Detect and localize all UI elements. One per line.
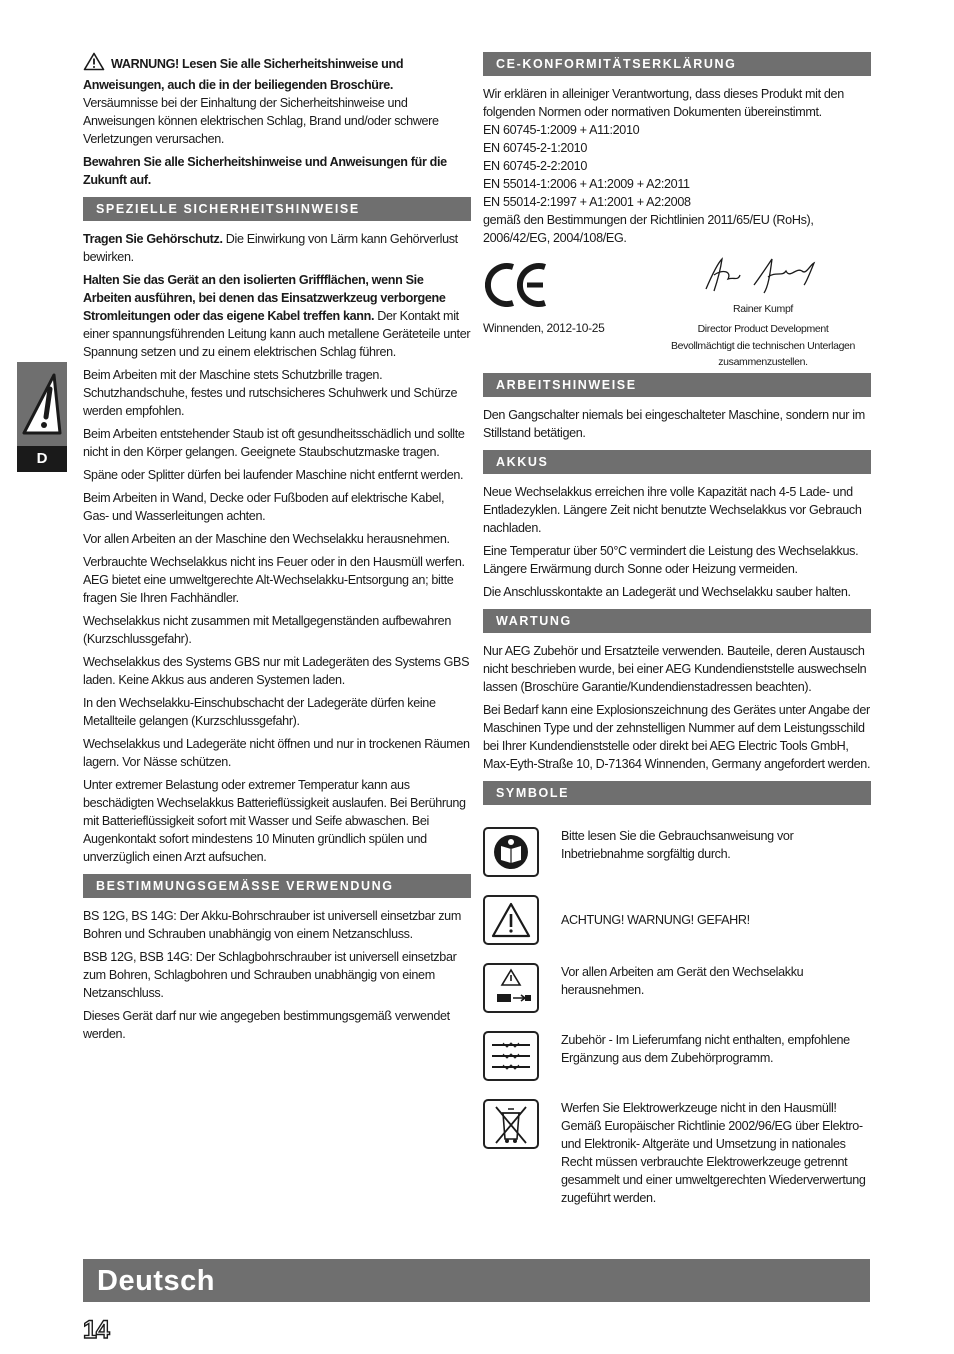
symbol-row <box>483 1031 871 1099</box>
page-number: 14 <box>83 1316 109 1344</box>
use-paragraph: Dieses Gerät darf nur wie angegeben bestimmungsgemäß verwendet werden. <box>83 1009 450 1041</box>
warning-triangle-icon <box>83 52 105 76</box>
ce-directives: gemäß den Bestimmungen der Richtlinien 2011/65/EU (RoHs), 2006/42/EG, 2004/108/EG. <box>483 213 814 245</box>
akku-paragraph: Eine Temperatur über 50°C vermindert die Leistung des Wechselakkus. Längere Erwärmung durch Sonne oder Heizung vermeiden. <box>483 544 859 576</box>
safety-paragraph: Beim Arbeiten in Wand, Decke oder Fußboden auf elektrische Kabel, Gas- und Wasserleitungen achten. <box>83 491 445 523</box>
signer-role: Bevollmächtigt die technischen Unterlagen zusammenzustellen. <box>670 340 856 368</box>
keep-instructions: Bewahren Sie alle Sicherheitshinweise und Anweisungen für die Zukunft auf. <box>83 155 447 187</box>
ce-signature-block <box>483 253 871 368</box>
symbol-text: ACHTUNG! WARNUNG! GEFAHR! <box>561 913 750 927</box>
signer-name: Rainer Kumpf <box>733 303 793 315</box>
akku-paragraph: Neue Wechselakkus erreichen ihre volle Kapazität nach 4-5 Lade- und Entladezyklen. Längere Zeit nicht benutzte Wechselakkus vor Gebrauch nachladen. <box>483 485 862 535</box>
section-header-symbole: SYMBOLE <box>483 781 871 805</box>
weee-bin-icon <box>483 1099 539 1149</box>
norm-item: EN 55014-2:1997 + A1:2001 + A2:2008 <box>483 195 691 209</box>
signer-title: Director Product Development <box>697 323 829 335</box>
safety-paragraph: In den Wechselakku-Einschubschacht der Ladegeräte dürfen keine Metallteile gelangen (Kurzschlussgefahr). <box>83 696 436 728</box>
side-language-tab <box>17 362 67 472</box>
safety-paragraph: Beim Arbeiten mit der Maschine stets Schutzbrille tragen. Schutzhandschuhe, festes und rutschsicheres Schuhwerk und Schürze werden empfohlen. <box>83 368 458 418</box>
symbol-row <box>483 895 871 963</box>
symbol-row <box>483 963 871 1031</box>
ce-declaration <box>483 85 871 247</box>
read-manual-icon <box>483 827 539 877</box>
symbol-row <box>483 827 871 895</box>
safety-paragraph: Unter extremer Belastung oder extremer Temperatur kann aus beschädigten Wechselakkus Batterieflüssigkeit auslaufen. Bei Berührung mit Batterieflüssigkeit sofort mit Wasser und Seife abwaschen. Bei Augenkontakt sofort mindestens 10 Minuten gründlich spülen und unverzüglich einen Arzt aufsuchen. <box>83 778 466 864</box>
symbol-text: Werfen Sie Elektrowerkzeuge nicht in den Hausmüll! Gemäß Europäischer Richtlinie 2002/96/EG über Elektro- und Elektronik- Altgeräte und Umsetzung in nationales Recht müssen verbrauchte Elektrowerkzeuge getrennt gesammelt und einer umweltgerechten Wiederverwertung zugeführt werden. <box>561 1101 866 1205</box>
norm-item: EN 55014-1:2006 + A1:2009 + A2:2011 <box>483 177 690 191</box>
section-header-work: ARBEITSHINWEISE <box>483 373 871 397</box>
norm-item: EN 60745-2-1:2010 <box>483 141 587 155</box>
ce-date: Winnenden, 2012-10-25 <box>483 321 605 335</box>
symbol-text: Zubehör - Im Lieferumfang nicht enthalten, empfohlene Ergänzung aus dem Zubehörprogramm. <box>561 1033 850 1065</box>
language-letter: D <box>17 446 67 472</box>
section-header-special: SPEZIELLE SICHERHEITSHINWEISE <box>83 197 471 221</box>
akku-paragraph: Die Anschlusskontakte an Ladegerät und Wechselakku sauber halten. <box>483 585 851 599</box>
use-paragraph: BSB 12G, BSB 14G: Der Schlagbohrschrauber ist universell einsetzbar zum Bohren, Schlagbohren und Schrauben unabhängig von einem Netzanschluss. <box>83 950 457 1000</box>
work-paragraph: Den Gangschalter niemals bei eingeschalteter Maschine, sondern nur im Stillstand betätigen. <box>483 408 865 440</box>
wartung-paragraph: Bei Bedarf kann eine Explosionszeichnung des Gerätes unter Angabe der Maschinen Type und der zehnstelligen Nummer auf dem Leistungsschild bei Ihrer Kundendienststelle oder direkt bei AEG Electric Tools GmbH, Max-Eyth-Straße 10, D-71364 Winnenden, Germany angefordert werden. <box>483 703 871 771</box>
safety-paragraph: Beim Arbeiten entstehender Staub ist oft gesundheitsschädlich und sollte nicht in den Körper gelangen. Geeignete Staubschutzmaske tragen. <box>83 427 465 459</box>
side-warning-icon <box>17 362 67 446</box>
use-paragraph: BS 12G, BS 14G: Der Akku-Bohrschrauber ist universell einsetzbar zum Bohren und Schrauben unabhängig von einem Netzanschluss. <box>83 909 461 941</box>
section-header-akku: AKKUS <box>483 450 871 474</box>
ce-intro: Wir erklären in alleiniger Verantwortung, dass dieses Produkt mit den folgenden Normen oder normativen Dokumenten übereinstimmt. <box>483 87 844 119</box>
language-banner: Deutsch <box>83 1259 870 1302</box>
warning-icon <box>483 895 539 945</box>
symbol-text: Bitte lesen Sie die Gebrauchsanweisung vor Inbetriebnahme sorgfältig durch. <box>561 829 794 861</box>
insulated-grip: Halten Sie das Gerät an den isolierten Griffflächen, wenn Sie Arbeiten ausführen, bei denen das Einsatzwerkzeug verborgene Stromleitungen oder das eigene Kabel treffen kann. Der Kontakt mit einer spannungsführenden Leitung kann auch metallene Geräteteile unter Spannung setzen und zu einem elektrischen Schlag führen. <box>83 273 471 359</box>
signature <box>698 255 828 300</box>
section-header-ce: CE-KONFORMITÄTSERKLÄRUNG <box>483 52 871 76</box>
remove-battery-icon <box>483 963 539 1013</box>
warning-title: WARNUNG! Lesen Sie alle Sicherheitshinweise und Anweisungen, auch die in der beiliegenden Broschüre. Versäumnisse bei der Einhaltung der Sicherheitshinweise und Anweisungen können elektrischen Schlag, Brand und/oder schwere Verletzungen verursachen. <box>83 52 471 148</box>
accessory-icon <box>483 1031 539 1081</box>
safety-paragraph: Wechselakkus und Ladegeräte nicht öffnen und nur in trockenen Räumen lagern. Vor Nässe schützen. <box>83 737 470 769</box>
safety-paragraph: Vor allen Arbeiten an der Maschine den Wechselakku herausnehmen. <box>83 532 450 546</box>
safety-paragraph: Wechselakkus nicht zusammen mit Metallgegenständen aufbewahren (Kurzschlussgefahr). <box>83 614 451 646</box>
right-column <box>483 52 871 1205</box>
symbol-text: Vor allen Arbeiten am Gerät den Wechselakku herausnehmen. <box>561 965 804 997</box>
safety-paragraph: Verbrauchte Wechselakkus nicht ins Feuer oder in den Hausmüll werfen. AEG bietet eine umweltgerechte Alt-Wechselakku-Entsorgung an; bitte fragen Sie Ihren Fachhändler. <box>83 555 465 605</box>
symbol-row <box>483 1099 871 1205</box>
norm-item: EN 60745-2-2:2010 <box>483 159 587 173</box>
hearing-protection: Tragen Sie Gehörschutz. Die Einwirkung von Lärm kann Gehörverlust bewirken. <box>83 232 458 264</box>
section-header-intended-use: BESTIMMUNGSGEMÄSSE VERWENDUNG <box>83 874 471 898</box>
norm-item: EN 60745-1:2009 + A11:2010 <box>483 123 640 137</box>
wartung-paragraph: Nur AEG Zubehör und Ersatzteile verwenden. Bauteile, deren Austausch nicht beschrieben wurde, bei einer AEG Kundendienststelle auswechseln lassen (Broschüre Garantie/Kundendienstadressen beachten). <box>483 644 867 694</box>
safety-paragraph: Späne oder Splitter dürfen bei laufender Maschine nicht entfernt werden. <box>83 468 464 482</box>
section-header-wartung: WARTUNG <box>483 609 871 633</box>
ce-mark-icon <box>485 261 549 314</box>
left-column <box>83 52 471 1048</box>
safety-paragraph: Wechselakkus des Systems GBS nur mit Ladegeräten des Systems GBS laden. Keine Akkus aus anderen Systemen laden. <box>83 655 470 687</box>
